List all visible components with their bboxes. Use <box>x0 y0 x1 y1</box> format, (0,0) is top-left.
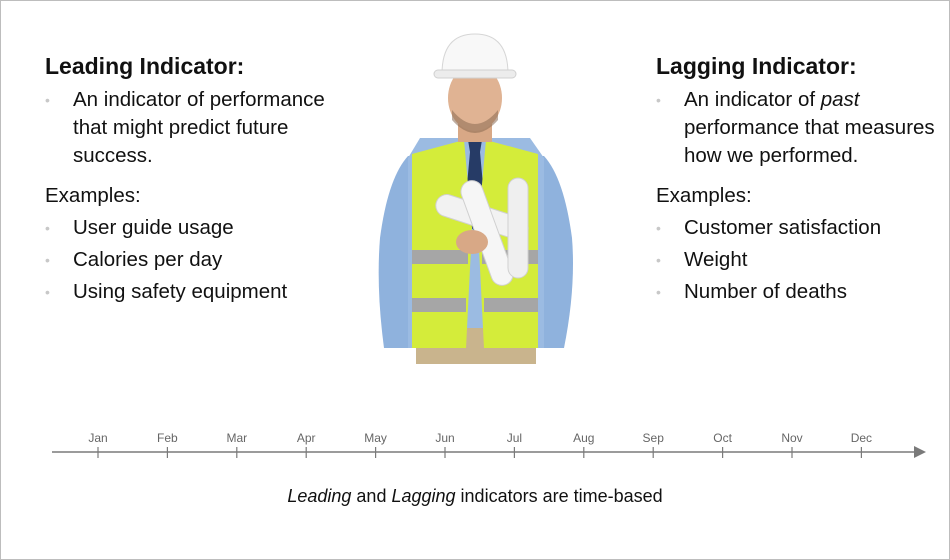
timeline-month-label: Oct <box>713 431 732 445</box>
timeline-month-label: Jun <box>435 431 455 445</box>
leading-example-item: • User guide usage <box>45 214 335 242</box>
timeline-month-label: Dec <box>850 431 873 445</box>
timeline-month-label: May <box>364 431 387 445</box>
caption <box>0 486 950 507</box>
timeline-ticks <box>88 431 872 458</box>
lagging-definition-end: performance that measures how we performed. <box>684 116 935 167</box>
caption-and: and <box>351 486 392 506</box>
timeline-month-label: Feb <box>157 431 178 445</box>
caption-rest: indicators are time-based <box>455 486 663 506</box>
lagging-example-item: • Number of deaths <box>656 278 946 306</box>
lagging-definition-start: An indicator of <box>684 88 821 111</box>
lagging-example-item: • Customer satisfaction <box>656 214 946 242</box>
timeline-month-label: Mar <box>226 431 248 445</box>
leading-heading: Leading Indicator: <box>45 53 245 79</box>
leading-example-item: • Calories per day <box>45 246 335 274</box>
leading-definition: • An indicator of performance that might predict future success. <box>45 86 335 170</box>
timeline-month-label: Jul <box>506 431 523 445</box>
lagging-definition-emphasis: past <box>820 88 860 111</box>
lagging-examples-label: Examples: <box>656 184 752 207</box>
timeline-month-label: Aug <box>573 431 595 445</box>
timeline-month-label: Nov <box>781 431 803 445</box>
caption-leading: Leading <box>287 486 352 506</box>
timeline-month-label: Jan <box>88 431 108 445</box>
leading-example-item: • Using safety equipment <box>45 278 335 306</box>
lagging-example-item: • Weight <box>656 246 946 274</box>
caption-lagging: Lagging <box>391 486 456 506</box>
lagging-heading: Lagging Indicator: <box>656 53 857 79</box>
timeline-arrow-icon <box>914 446 926 458</box>
leading-examples-label: Examples: <box>45 184 141 207</box>
timeline-month-label: Apr <box>296 431 316 445</box>
timeline-month-label: Sep <box>642 431 664 445</box>
